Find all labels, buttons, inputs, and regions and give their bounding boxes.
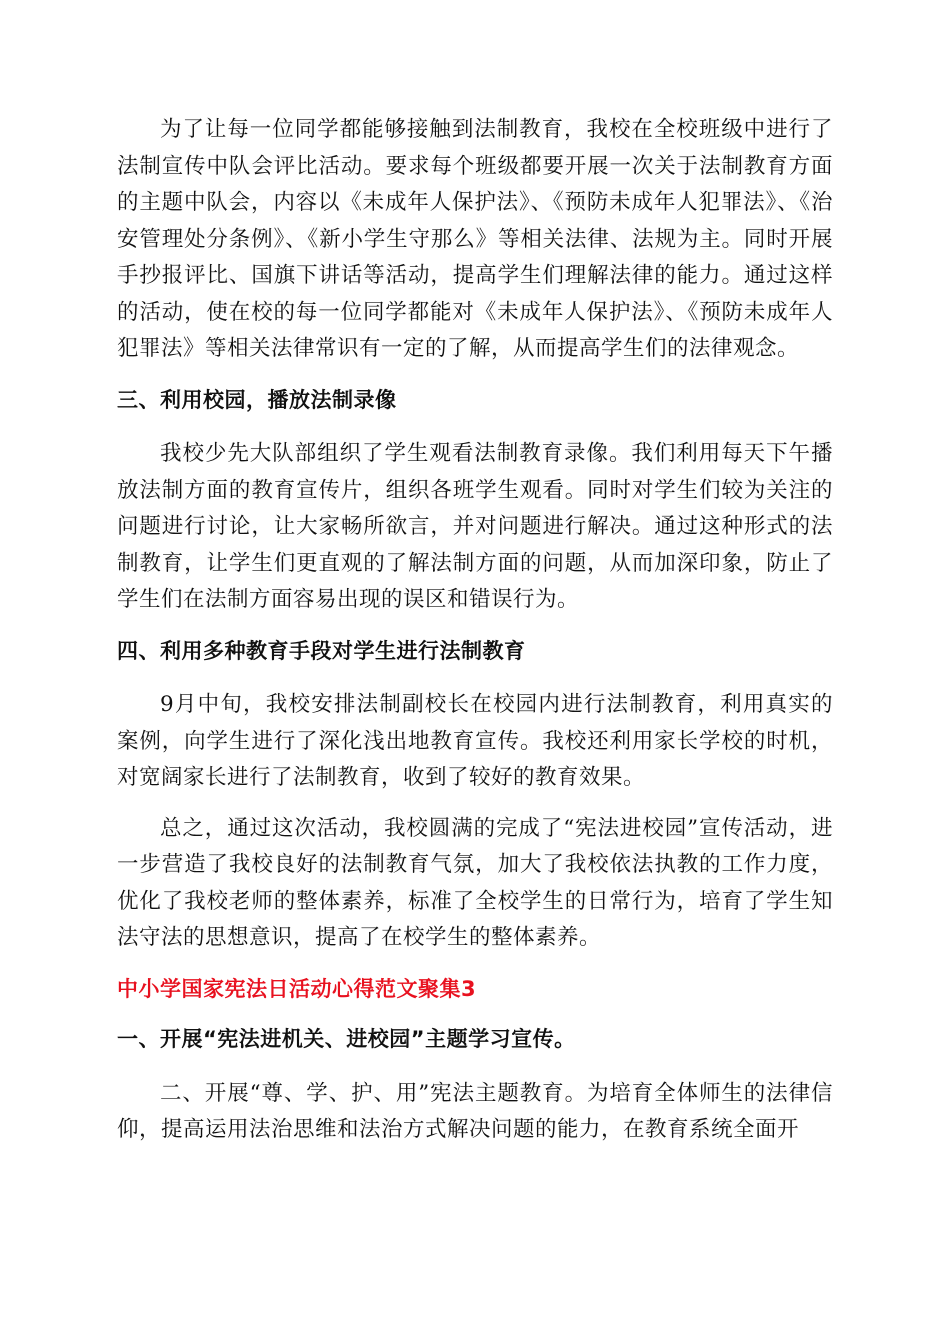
paragraph-constitution-education: 二、开展“尊、学、护、用”宪法主题教育。为培育全体师生的法律信仰，提高运用法治思维和法治方式解决问题的能力，在教育系统全面开 xyxy=(117,1080,833,1142)
section-heading-4: 四、利用多种教育手段对学生进行法制教育 xyxy=(117,638,526,663)
paragraph-class-meeting-activity: 为了让每一位同学都能够接触到法制教育，我校在全校班级中进行了法制宣传中队会评比活动。要求每个班级都要开展一次关于法制教育方面的主题中队会，内容以《未成年人保护法》、《预防未成年人犯罪法》、《治安管理处分条例》、《新小学生守那么》等相关法律、法规为主。同时开展手抄报评比、国旗下讲话等活动，提高学生们理解法律的能力。通过这样的活动，使在校的每一位同学都能对《未成年人保护法》、《预防未成年人犯罪法》等相关法律常识有一定的了解，从而提高学生们的法律观念。 xyxy=(117,117,833,361)
article-title-3: 中小学国家宪法日活动心得范文聚集3 xyxy=(117,976,477,1001)
paragraph-summary: 总之，通过这次活动，我校圆满的完成了“宪法进校园”宣传活动，进一步营造了我校良好的法制教育气氛，加大了我校依法执教的工作力度，优化了我校老师的整体素养，标准了全校学生的日常行为，培育了学生知法守法的思想意识，提高了在校学生的整体素养。 xyxy=(117,815,833,950)
paragraph-september-education: 9月中旬，我校安排法制副校长在校园内进行法制教育，利用真实的案例，向学生进行了深化浅出地教育宣传。我校还利用家长学校的时机，对宽阔家长进行了法制教育，收到了较好的教育效果。 xyxy=(117,692,833,790)
section-heading-1: 一、开展“宪法进机关、进校园”主题学习宣传。 xyxy=(117,1027,576,1051)
section-heading-3: 三、利用校园，播放法制录像 xyxy=(117,387,397,412)
paragraph-law-video: 我校少先大队部组织了学生观看法制教育录像。我们利用每天下午播放法制方面的教育宣传片，组织各班学生观看。同时对学生们较为关注的问题进行讨论，让大家畅所欲言，并对问题进行解决。通过这种形式的法制教育，让学生们更直观的了解法制方面的问题，从而加深印象，防止了学生们在法制方面容易出现的误区和错误行为。 xyxy=(117,441,833,612)
document-body xyxy=(117,112,833,1149)
